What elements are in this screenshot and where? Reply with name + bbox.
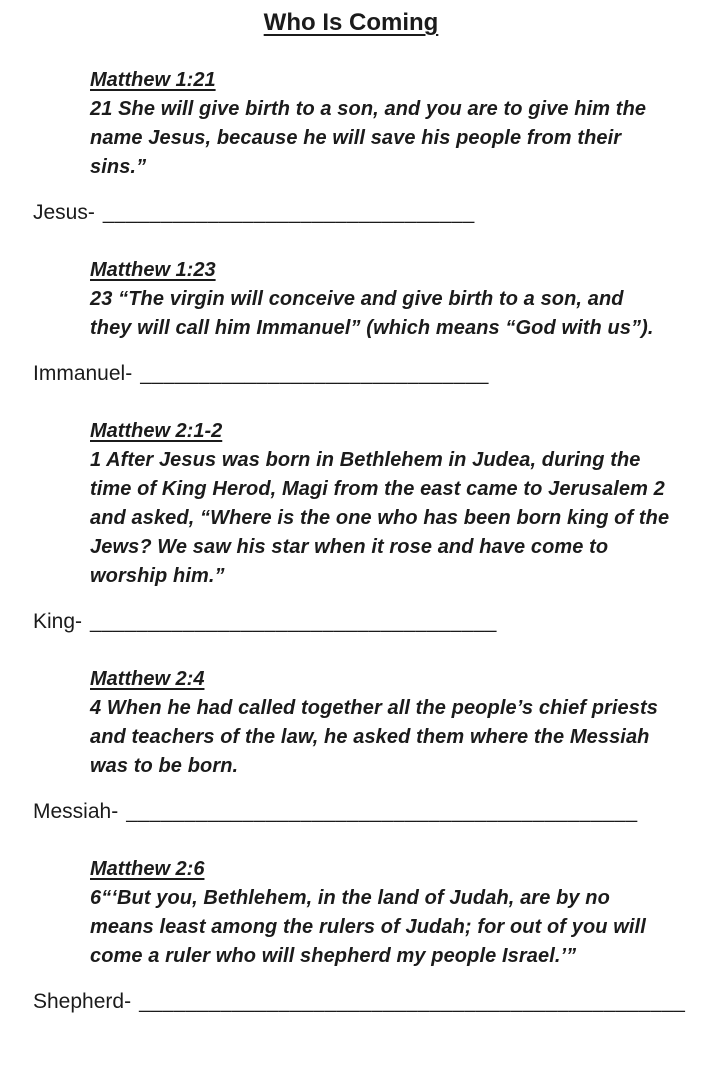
fill-in-label: King- (33, 610, 83, 633)
fill-in-blank-line: ________________________________ (102, 202, 475, 224)
fill-in-row (33, 987, 702, 1017)
verse-section (90, 66, 670, 182)
verse-reference: Matthew 2:4 (90, 668, 205, 690)
verse-text: 6“‘But you, Bethlehem, in the land of Judah, are by no means least among the rulers of Judah; for out of you will come a ruler who will shepherd my people Israel.’” (90, 887, 646, 967)
fill-in-blank-line: ___________________________________ (90, 611, 497, 633)
fill-in-blank-line: ______________________________ (140, 363, 489, 385)
verse-text: 4 When he had called together all the people’s chief priests and teachers of the law, he asked them where the Messiah was to be born. (90, 697, 658, 777)
page-title-text: Who Is Coming (263, 9, 439, 36)
page-title (0, 8, 702, 38)
fill-in-row (33, 198, 702, 228)
fill-in-blank-line: ____________________________________________ (126, 801, 638, 823)
verse-section (90, 256, 670, 343)
verse-reference: Matthew 2:1-2 (90, 420, 223, 442)
verse-text: 21 She will give birth to a son, and you are to give him the name Jesus, because he will save his people from their sins.” (90, 98, 647, 178)
verse-section (90, 417, 670, 591)
fill-in-row (33, 359, 702, 389)
verse-reference: Matthew 1:21 (90, 69, 216, 91)
verse-text: 23 “The virgin will conceive and give birth to a son, and they will call him Immanuel” (which means “God with us”). (90, 288, 654, 339)
verse-section (90, 665, 670, 781)
fill-in-blank-line: _______________________________________________ (139, 991, 686, 1013)
fill-in-label: Immanuel- (33, 362, 133, 385)
verse-reference: Matthew 2:6 (90, 858, 205, 880)
fill-in-label: Shepherd- (33, 990, 132, 1013)
fill-in-label: Jesus- (33, 201, 95, 224)
verse-section (90, 855, 670, 971)
fill-in-row (33, 607, 702, 637)
verse-reference: Matthew 1:23 (90, 259, 216, 281)
fill-in-row (33, 797, 702, 827)
fill-in-label: Messiah- (33, 800, 119, 823)
verse-text: 1 After Jesus was born in Bethlehem in Judea, during the time of King Herod, Magi from the east came to Jerusalem 2 and asked, “Where is the one who has been born king of the Jews? We saw his star when it rose and have come to worship him.” (90, 449, 670, 587)
